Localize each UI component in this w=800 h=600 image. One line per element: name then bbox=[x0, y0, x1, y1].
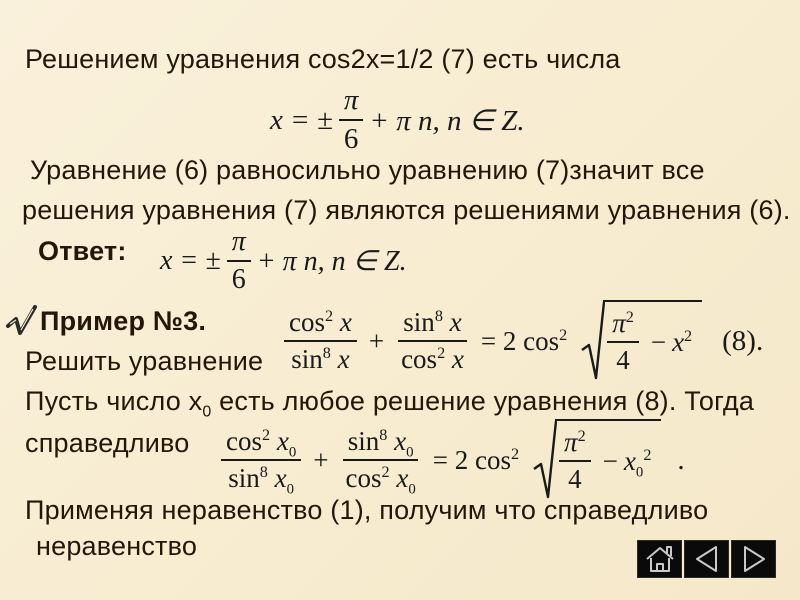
rhs-2cos-squared: = 2 $\cos^2$ bbox=[480, 325, 568, 356]
formula-answer bbox=[160, 226, 407, 296]
back-arrow-icon bbox=[690, 544, 724, 574]
title-line: Решением уравнения cos2x=1/2 (7) есть числа bbox=[25, 44, 621, 74]
paragraph-equivalence-line1: Уравнение (6) равносильно уравнению (7)значит все bbox=[30, 155, 705, 185]
fraction-pi2-over-4: $\frac{\pi^2}{4}$ bbox=[607, 308, 639, 376]
fraction-cos2x-over-sin8x: $\frac{\cos^2 x}{\sin^8 x}$ bbox=[284, 307, 357, 375]
plus-sign: + bbox=[368, 325, 385, 356]
minus-sign: − bbox=[650, 326, 667, 357]
fraction-sin8x-over-cos2x: $\frac{\sin^8 x}{\cos^2 x}$ bbox=[396, 307, 469, 375]
formula1-lhs: x = ± bbox=[270, 103, 333, 136]
let-x0-line: Пусть число $x_0$ есть любое решение уравнения (8). Тогда bbox=[25, 386, 755, 421]
answer-label: Ответ: bbox=[38, 236, 127, 266]
home-button[interactable] bbox=[637, 540, 682, 578]
justified-word: справедливо bbox=[25, 428, 190, 458]
rhs-2cos-squared: = 2 $\cos^2$ bbox=[432, 444, 520, 475]
radicand: $\frac{\pi^2}{4}$ − $x_0^2$ bbox=[555, 419, 661, 495]
solve-equation-label: Решить уравнение bbox=[25, 346, 264, 376]
checkmark-bullet-icon bbox=[4, 304, 38, 343]
home-icon bbox=[644, 544, 676, 574]
back-button[interactable] bbox=[684, 540, 729, 578]
fraction-sin8x0-over-cos2x0: $\frac{\sin^8 x_0}{\cos^2 x_0}$ bbox=[340, 426, 420, 494]
radicand: $\frac{\pi^2}{4}$ − $x^2$ bbox=[603, 300, 702, 376]
fraction-pi2-over-4: $\frac{\pi^2}{4}$ bbox=[559, 427, 591, 495]
forward-arrow-icon bbox=[737, 544, 771, 574]
equation-tag: (8). bbox=[722, 324, 764, 357]
paragraph-equivalence-line2: решения уравнения (7) являются решениями уравнения (6). bbox=[22, 195, 791, 225]
formula-equation-8-x0 bbox=[215, 412, 685, 508]
fraction-cos2x0-over-sin8x0: $\frac{\cos^2 x_0}{\sin^8 x_0}$ bbox=[221, 426, 301, 494]
fraction-pi-over-6: $\frac{\pi}{6}$ bbox=[339, 84, 364, 156]
formula2-rhs: + π n, n ∈ Z. bbox=[256, 246, 407, 277]
inequality-word: неравенство bbox=[36, 531, 198, 561]
square-root bbox=[581, 300, 702, 382]
formula-cos2x-solution bbox=[270, 84, 525, 156]
example-label: Пример №3. bbox=[40, 306, 207, 336]
square-root bbox=[533, 419, 661, 501]
formula1-rhs: + π n, n ∈ Z. bbox=[369, 104, 525, 137]
apply-inequality-line: Применяя неравенство (1), получим что справедливо bbox=[25, 495, 709, 525]
slide-navigation bbox=[637, 540, 776, 578]
plus-sign: + bbox=[313, 444, 329, 475]
formula-equation-8 bbox=[278, 293, 763, 389]
minus-sign: − bbox=[602, 445, 618, 476]
forward-button[interactable] bbox=[731, 540, 776, 578]
period: . bbox=[677, 443, 685, 476]
fraction-pi-over-6: $\frac{\pi}{6}$ bbox=[227, 226, 251, 296]
formula2-lhs: x = ± bbox=[160, 245, 221, 276]
